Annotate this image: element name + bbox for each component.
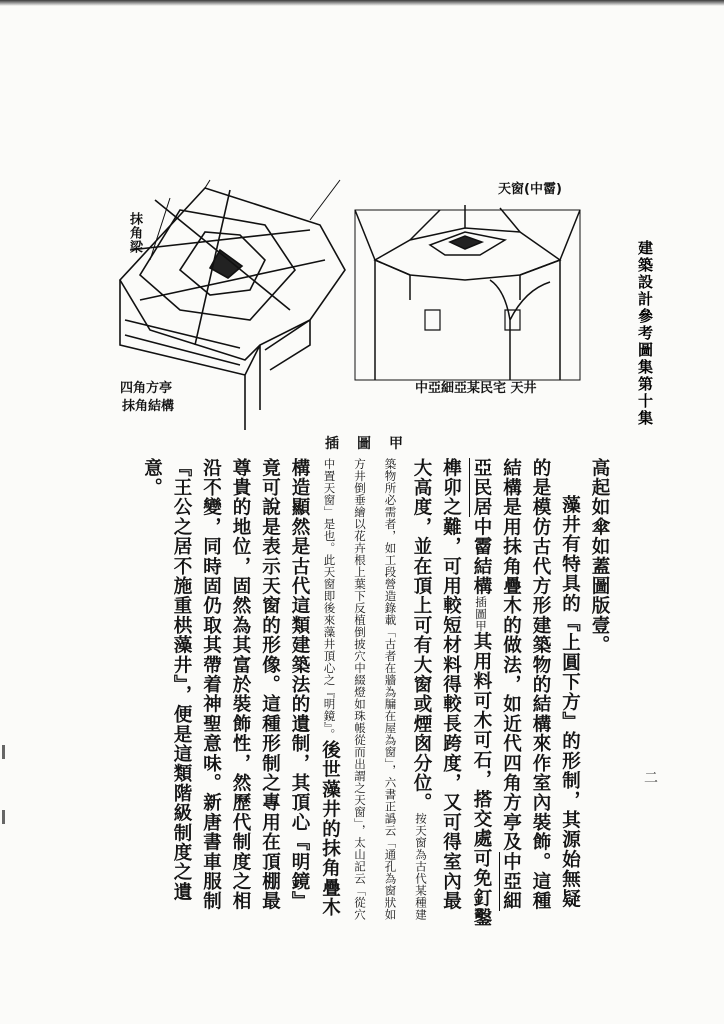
margin-mark <box>2 745 5 759</box>
text-run: 藻井有特具的『上圓下方』的形制，其源始無疑的是模仿古代方形建築物的結構來作室內裝飾。這種結構是用抹角疊木的做法，如近代四角方亭及 <box>500 458 581 912</box>
figure-caption: 插圖甲 <box>325 436 421 452</box>
text-run: 其用料可木可石，搭交處可免釘鑿榫卯之難，可用較短材料得較長跨度，又可得室內最大高度，並在頂上可有大窗或煙囪分位。 <box>411 458 492 928</box>
page-number: 二 <box>642 770 658 784</box>
scan-edge <box>0 0 724 6</box>
collection-title: 建築設計參考圖集第十集 <box>636 240 654 427</box>
label-house: 中亞細亞某民宅 天井 <box>415 381 537 396</box>
label-pavilion-1: 四角方亭 <box>120 381 173 396</box>
text-run: 後世藻井的抹角疊木構造顯然是古代這類建築法的遺制，其頂心『明鏡』竟可說是表示天窗的形像。 <box>259 458 341 918</box>
paragraph-continued: 高起如傘如蓋圖版壹。 <box>589 458 610 655</box>
paragraph-main <box>137 458 585 928</box>
label-corner-beam: 抹角梁 <box>127 212 142 254</box>
illustration-figure <box>110 170 610 430</box>
text-run: 這種形制之專用在頂棚最尊貴的地位，固然為其富於裝飾性，然歷代制度之相沿不變，同時固仍取其帶着神聖意味。新唐書車服制『王公之居不施重栱藻井』，便是這類階級制度之遺意。 <box>141 458 281 912</box>
label-pavilion-2: 抹角結構 <box>122 399 175 414</box>
underlined-text: 中亞細亞民居 <box>471 458 522 912</box>
house-drawing <box>355 205 580 380</box>
inline-note: 按天窗為古代某種建築物所必需者，如工段營造錄載「古者在牆為牖在屋為窗」，六書正譌云「通孔為窗狀如方井倒垂繪以花卉根上葉下反植倒披穴中綴燈如珠帳從而出謂之天窗」，太山記云「從穴中置天窗」是也。此天窗即後來藻井頂心之『明鏡』。 <box>322 458 428 921</box>
text-run: 中霤結構 <box>471 517 492 596</box>
body-text <box>94 458 614 928</box>
margin-mark <box>2 810 5 824</box>
inline-note: 插圖甲 <box>474 595 488 632</box>
label-skylight: 天窗(中霤) <box>498 182 562 197</box>
